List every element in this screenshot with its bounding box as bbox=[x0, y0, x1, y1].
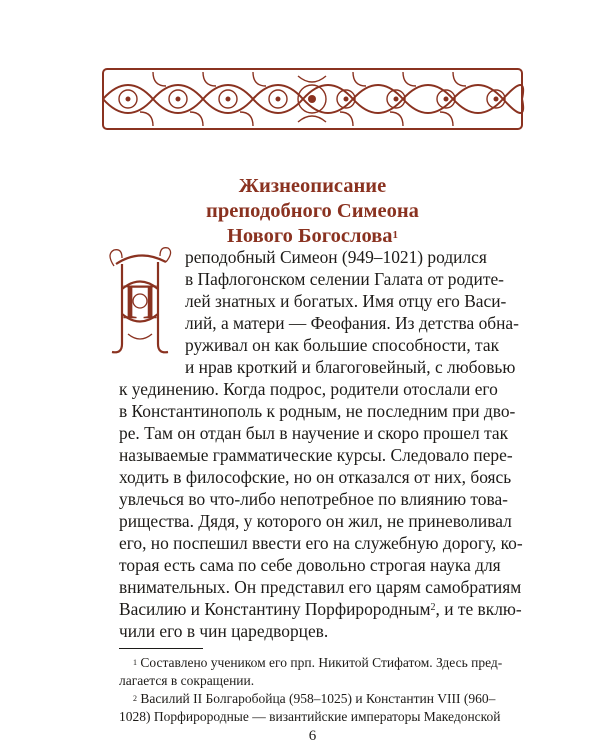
body-line: лий, а матери — Феофания. Из детства обна- bbox=[185, 313, 519, 333]
footnote-1 bbox=[133, 654, 502, 672]
footnote-marker: 1 bbox=[133, 658, 137, 667]
footnote-text: Составлено учеником его прп. Никитой Стифатом. Здесь пред- bbox=[137, 655, 503, 670]
body-line: внимательных. Он представил его царям самобратиям bbox=[119, 577, 522, 597]
body-line-text: , и те вклю- bbox=[435, 599, 522, 619]
ornamental-initial-icon bbox=[100, 244, 180, 361]
body-line bbox=[119, 598, 522, 620]
interlace-ornament-icon bbox=[100, 66, 525, 132]
body-line: в Пафлогонском селении Галата от родите- bbox=[185, 269, 504, 289]
chapter-title-line-1: Жизнеописание bbox=[238, 175, 387, 197]
body-line: и нрав кроткий и благоговейный, с любовью bbox=[185, 357, 516, 377]
body-line: ходить в философские, но он отказался от них, боясь bbox=[119, 467, 512, 487]
chapter-title-text: Нового Богослова bbox=[226, 225, 393, 247]
body-line: рищества. Дядя, у которого он жил, не приневоливал bbox=[119, 511, 512, 531]
body-line: его, но поспешил ввести его на служебную дорогу, ко- bbox=[119, 533, 523, 553]
footnote-2-cont: 1028) Порфирородные — византийские императоры Македонской bbox=[119, 709, 501, 724]
page-number: 6 bbox=[308, 728, 317, 744]
body-line: реподобный Симеон (949–1021) родился bbox=[185, 247, 487, 267]
body-footnote-ref: 2 bbox=[430, 602, 436, 613]
footnote-1-cont: лагается в сокращении. bbox=[119, 673, 255, 688]
body-line: в Константинополь к родным, не последним при дво- bbox=[119, 401, 516, 421]
initial-letter: П bbox=[121, 273, 159, 329]
footnote-separator bbox=[119, 648, 203, 649]
body-line: чили его в чин царедворцев. bbox=[119, 621, 329, 641]
body-line: называемые грамматические курсы. Следовало пере- bbox=[119, 445, 513, 465]
body-line: руживал он как большие способности, так bbox=[185, 335, 500, 355]
body-line: к уединению. Когда подрос, родители отослали его bbox=[119, 379, 498, 399]
body-line: лей знатных и богатых. Имя отцу его Васи- bbox=[185, 291, 507, 311]
footnote-text: Василий II Болгаробойца (958–1025) и Константин VIII (960– bbox=[137, 691, 496, 706]
body-line: увлечься во что-либо непотребное по влиянию това- bbox=[119, 489, 508, 509]
title-footnote-ref: 1 bbox=[392, 229, 399, 241]
footnote-2 bbox=[133, 690, 495, 708]
body-line-text: Василию и Константину Порфирородным bbox=[119, 599, 431, 619]
body-line: ре. Там он отдан был в научение и скоро прошел так bbox=[119, 423, 509, 443]
footnote-marker: 2 bbox=[133, 694, 137, 703]
chapter-title-line-2: преподобного Симеона bbox=[206, 200, 419, 222]
body-line: торая есть сама по себе довольно строгая наука для bbox=[119, 555, 501, 575]
